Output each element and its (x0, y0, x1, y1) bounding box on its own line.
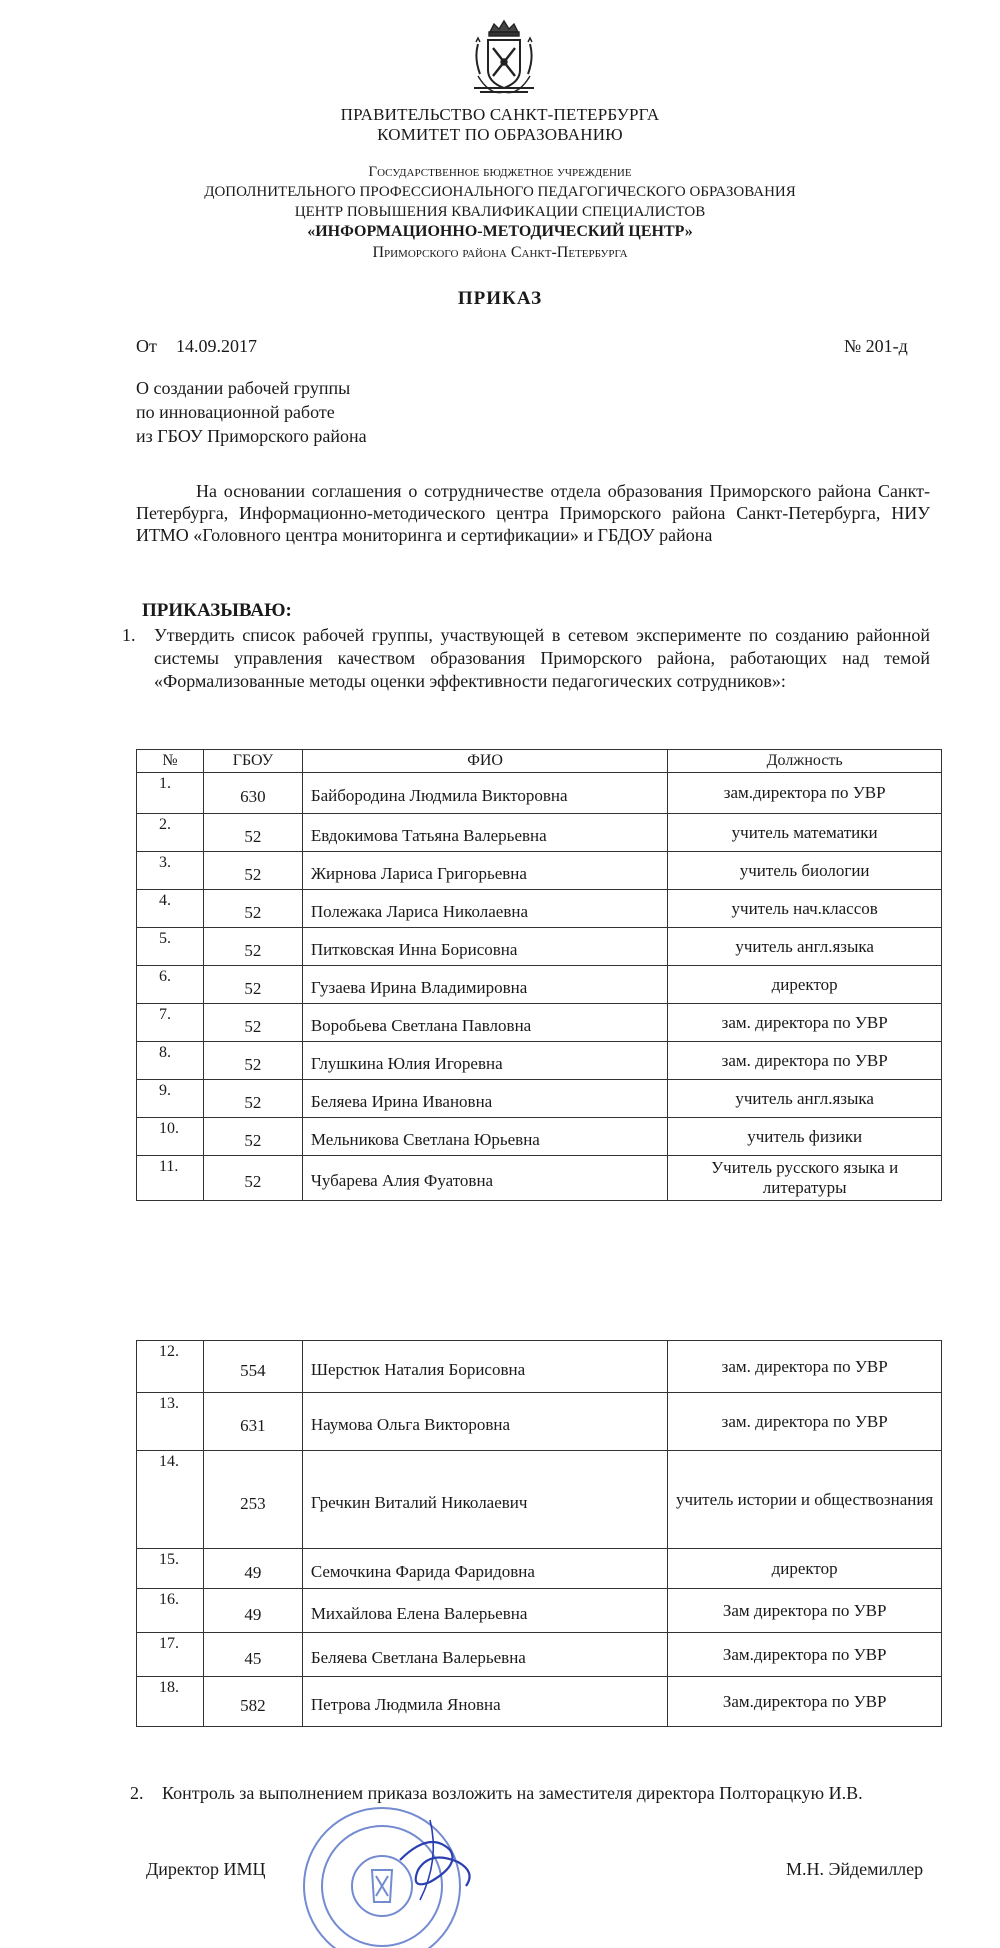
person-name: Беляева Светлана Валерьевна (302, 1633, 667, 1677)
person-name: Полежака Лариса Николаевна (302, 890, 668, 928)
person-name: Мельникова Светлана Юрьевна (302, 1118, 668, 1156)
person-name: Петрова Людмила Яновна (302, 1677, 667, 1727)
committee-name: КОМИТЕТ ПО ОБРАЗОВАНИЮ (377, 125, 623, 144)
table-row (137, 1156, 942, 1201)
row-number: 5. (137, 928, 204, 966)
position: Зам директора по УВР (668, 1589, 942, 1633)
school-number: 52 (203, 1004, 302, 1042)
school-number: 253 (203, 1451, 302, 1549)
position: зам. директора по УВР (668, 1341, 942, 1393)
row-number: 18. (137, 1677, 204, 1727)
table-row (137, 814, 942, 852)
table-row (137, 890, 942, 928)
table-row (137, 1677, 942, 1727)
participants-table-continued (136, 1340, 942, 1727)
school-number: 52 (203, 1156, 302, 1201)
org-line-2: ДОПОЛНИТЕЛЬНОГО ПРОФЕССИОНАЛЬНОГО ПЕДАГОГИЧЕСКОГО ОБРАЗОВАНИЯ (204, 184, 796, 200)
row-number: 9. (137, 1080, 204, 1118)
subject-line-2: по инновационной работе (136, 402, 335, 422)
position: учитель математики (668, 814, 942, 852)
row-number: 8. (137, 1042, 204, 1080)
person-name: Наумова Ольга Викторовна (302, 1393, 667, 1451)
column-header-position: Должность (668, 750, 942, 773)
person-name: Семочкина Фарида Фаридовна (302, 1549, 667, 1589)
table-row (137, 1589, 942, 1633)
person-name: Евдокимова Татьяна Валерьевна (302, 814, 668, 852)
official-stamp (280, 1790, 490, 1948)
table-row (137, 966, 942, 1004)
position: зам. директора по УВР (668, 1393, 942, 1451)
column-header-school: ГБОУ (203, 750, 302, 773)
item1-number: 1. (122, 625, 136, 645)
row-number: 4. (137, 890, 204, 928)
table-header-row (137, 750, 942, 773)
person-name: Воробьева Светлана Павловна (302, 1004, 668, 1042)
person-name: Михайлова Елена Валерьевна (302, 1589, 667, 1633)
signer-title: Директор ИМЦ (146, 1859, 266, 1879)
item2-text: Контроль за выполнением приказа возложить на заместителя директора Полторацкую И.В. (162, 1783, 863, 1803)
school-number: 52 (203, 966, 302, 1004)
column-header-number: № (137, 750, 204, 773)
person-name: Беляева Ирина Ивановна (302, 1080, 668, 1118)
command-heading: ПРИКАЗЫВАЮ: (142, 600, 292, 621)
table-row (137, 1080, 942, 1118)
table-row (137, 1633, 942, 1677)
order-number: № 201-д (844, 336, 908, 356)
position: учитель биологии (668, 852, 942, 890)
subject-line-3: из ГБОУ Приморского района (136, 426, 367, 446)
row-number: 15. (137, 1549, 204, 1589)
school-number: 45 (203, 1633, 302, 1677)
row-number: 11. (137, 1156, 204, 1201)
person-name: Гузаева Ирина Владимировна (302, 966, 668, 1004)
table-row (137, 773, 942, 814)
position: учитель физики (668, 1118, 942, 1156)
position: директор (668, 1549, 942, 1589)
org-line-1: Государственное бюджетное учреждение (368, 164, 632, 180)
school-number: 52 (203, 1042, 302, 1080)
person-name: Гречкин Виталий Николаевич (302, 1451, 667, 1549)
position: учитель англ.языка (668, 1080, 942, 1118)
position: учитель англ.языка (668, 928, 942, 966)
table-row (137, 1118, 942, 1156)
table-row (137, 928, 942, 966)
signer-name: М.Н. Эйдемиллер (786, 1859, 924, 1879)
person-name: Питковская Инна Борисовна (302, 928, 668, 966)
school-number: 630 (203, 773, 302, 814)
table-row (137, 1451, 942, 1549)
position: Зам.директора по УВР (668, 1677, 942, 1727)
item2-number: 2. (130, 1783, 144, 1803)
position: зам. директора по УВР (668, 1042, 942, 1080)
school-number: 52 (203, 890, 302, 928)
school-number: 52 (203, 928, 302, 966)
table-row (137, 1042, 942, 1080)
row-number: 12. (137, 1341, 204, 1393)
position: учитель нач.классов (668, 890, 942, 928)
person-name: Байбородина Людмила Викторовна (302, 773, 668, 814)
table-row (137, 1341, 942, 1393)
government-name: ПРАВИТЕЛЬСТВО САНКТ-ПЕТЕРБУРГА (340, 105, 660, 124)
person-name: Чубарева Алия Фуатовна (302, 1156, 668, 1201)
org-line-3: ЦЕНТР ПОВЫШЕНИЯ КВАЛИФИКАЦИИ СПЕЦИАЛИСТОВ (294, 204, 706, 220)
school-number: 52 (203, 1080, 302, 1118)
school-number: 554 (203, 1341, 302, 1393)
person-name: Шерстюк Наталия Борисовна (302, 1341, 667, 1393)
school-number: 52 (203, 1118, 302, 1156)
row-number: 14. (137, 1451, 204, 1549)
order-date: 14.09.2017 (176, 336, 257, 356)
school-number: 49 (203, 1549, 302, 1589)
column-header-name: ФИО (302, 750, 668, 773)
participants-table (136, 749, 942, 1201)
preamble: На основании соглашения о сотрудничестве отдела образования Приморского района Санкт-Петербурга, Информационно-методического центра Приморского района Санкт-Петербурга, НИУ ИТМО «Головного центра мониторинга и сертификации» и ГБДОУ района (136, 481, 930, 545)
row-number: 13. (137, 1393, 204, 1451)
school-number: 52 (203, 814, 302, 852)
table-row (137, 1549, 942, 1589)
table-body (137, 773, 942, 1201)
position: Зам.директора по УВР (668, 1633, 942, 1677)
table-row (137, 852, 942, 890)
item1-text: Утвердить список рабочей группы, участвующей в сетевом эксперименте по созданию районной системы управления качеством образования Приморского района, работающих над темой «Формализованные методы оценки эффективности педагогических сотрудников»: (154, 625, 930, 691)
person-name: Глушкина Юлия Игоревна (302, 1042, 668, 1080)
position: Учитель русского языка и литературы (668, 1156, 942, 1201)
subject-line-1: О создании рабочей группы (136, 378, 351, 398)
order-title: ПРИКАЗ (457, 288, 543, 309)
row-number: 7. (137, 1004, 204, 1042)
row-number: 2. (137, 814, 204, 852)
position: учитель истории и обществознания (668, 1451, 942, 1549)
position: зам.директора по УВР (668, 773, 942, 814)
date-prefix: От (136, 336, 157, 356)
row-number: 6. (137, 966, 204, 1004)
row-number: 16. (137, 1589, 204, 1633)
table-body-continued (137, 1341, 942, 1727)
row-number: 10. (137, 1118, 204, 1156)
school-number: 631 (203, 1393, 302, 1451)
coat-of-arms-emblem (470, 18, 538, 102)
org-line-5: Приморского района Санкт-Петербурга (372, 244, 628, 261)
position: директор (668, 966, 942, 1004)
school-number: 52 (203, 852, 302, 890)
position: зам. директора по УВР (668, 1004, 942, 1042)
row-number: 3. (137, 852, 204, 890)
table-row (137, 1004, 942, 1042)
row-number: 17. (137, 1633, 204, 1677)
person-name: Жирнова Лариса Григорьевна (302, 852, 668, 890)
table-row (137, 1393, 942, 1451)
school-number: 582 (203, 1677, 302, 1727)
school-number: 49 (203, 1589, 302, 1633)
row-number: 1. (137, 773, 204, 814)
org-line-4: «ИНФОРМАЦИОННО-МЕТОДИЧЕСКИЙ ЦЕНТР» (307, 223, 693, 240)
